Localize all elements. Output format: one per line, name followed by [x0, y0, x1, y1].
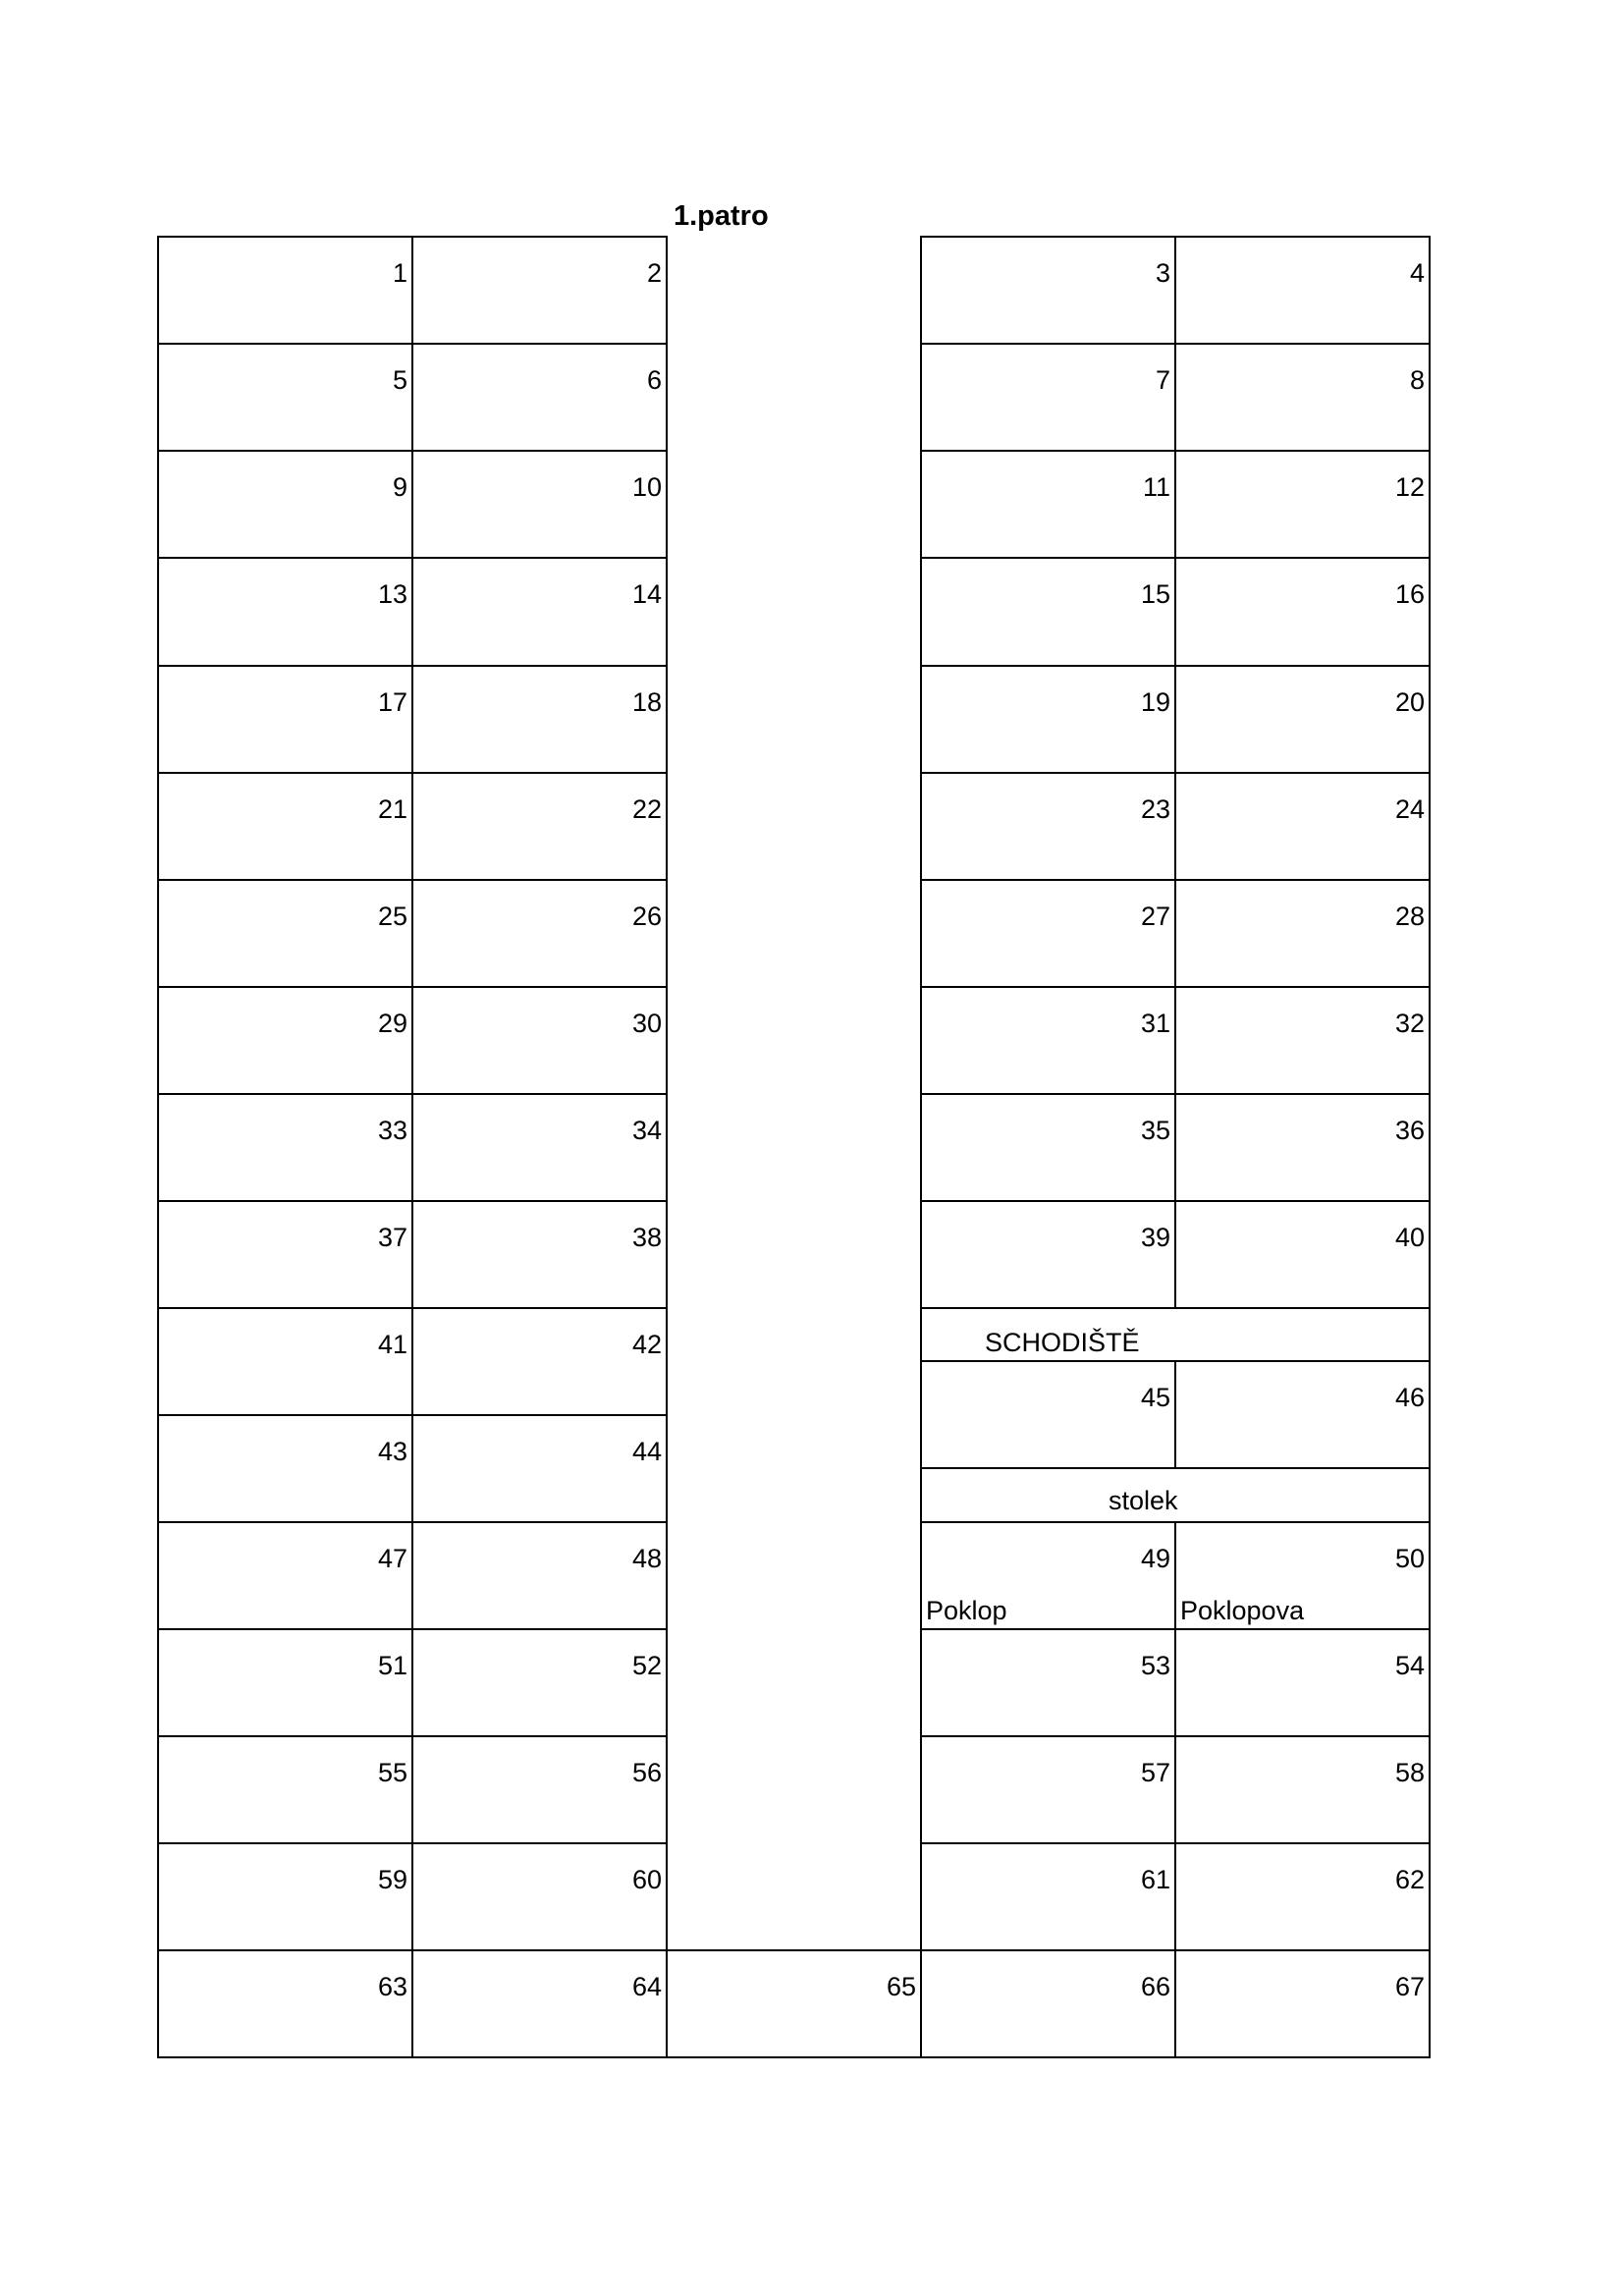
seat-18	[411, 665, 668, 774]
seat-number: 64	[631, 1972, 662, 2001]
seat-55	[157, 1735, 413, 1844]
seat-63	[157, 1949, 413, 2058]
seat-16	[1174, 557, 1431, 667]
seat-24	[1174, 772, 1431, 881]
seat-21	[157, 772, 413, 881]
seat-number: 47	[377, 1544, 407, 1573]
seat-number: 8	[1409, 365, 1425, 395]
seat-number: 5	[392, 365, 407, 395]
seat-17	[157, 665, 413, 774]
seat-number: 34	[631, 1116, 662, 1145]
seat-occupant-name: Poklopova	[1180, 1596, 1305, 1625]
seat-number: 19	[1140, 687, 1170, 717]
seat-number: 11	[1142, 472, 1170, 502]
seat-19	[920, 665, 1176, 774]
seat-12	[1174, 450, 1431, 559]
seat-number: 40	[1394, 1223, 1425, 1252]
seat-51	[157, 1628, 413, 1737]
seat-20	[1174, 665, 1431, 774]
seat-26	[411, 879, 668, 988]
seat-25	[157, 879, 413, 988]
seat-number: 48	[631, 1544, 662, 1573]
seat-number: 45	[1140, 1383, 1170, 1412]
seat-43	[157, 1414, 413, 1523]
seat-30	[411, 986, 668, 1095]
seat-57	[920, 1735, 1176, 1844]
seat-number: 38	[631, 1223, 662, 1252]
seat-number: 25	[377, 902, 407, 931]
seat-number: 56	[631, 1758, 662, 1787]
seat-number: 44	[631, 1437, 662, 1466]
seat-number: 46	[1394, 1383, 1425, 1412]
seat-number: 60	[631, 1865, 662, 1894]
seat-number: 49	[1140, 1544, 1170, 1573]
seat-number: 10	[631, 472, 662, 502]
seat-number: 66	[1140, 1972, 1170, 2001]
seat-38	[411, 1200, 668, 1309]
seat-number: 30	[631, 1009, 662, 1038]
seat-number: 67	[1394, 1972, 1425, 2001]
seat-number: 23	[1140, 794, 1170, 824]
seat-11	[920, 450, 1176, 559]
seat-number: 52	[631, 1651, 662, 1680]
seat-1	[157, 236, 413, 345]
seat-number: 61	[1140, 1865, 1170, 1894]
seat-23	[920, 772, 1176, 881]
seat-37	[157, 1200, 413, 1309]
seat-53	[920, 1628, 1176, 1737]
seat-28	[1174, 879, 1431, 988]
seat-number: 21	[377, 794, 407, 824]
seat-48	[411, 1521, 668, 1630]
stairs-label: SCHODIŠTĚ	[985, 1328, 1140, 1357]
seat-7	[920, 343, 1176, 452]
seat-45	[920, 1360, 1176, 1469]
seat-49	[920, 1521, 1176, 1630]
seat-number: 12	[1394, 472, 1425, 502]
seat-number: 20	[1394, 687, 1425, 717]
seat-13	[157, 557, 413, 667]
seat-54	[1174, 1628, 1431, 1737]
seat-number: 6	[646, 365, 662, 395]
seat-number: 54	[1394, 1651, 1425, 1680]
seat-number: 2	[646, 258, 662, 288]
seat-22	[411, 772, 668, 881]
seat-number: 36	[1394, 1116, 1425, 1145]
table-label: stolek	[1109, 1486, 1178, 1515]
seat-39	[920, 1200, 1176, 1309]
seat-number: 9	[392, 472, 407, 502]
seat-number: 16	[1394, 579, 1425, 609]
seat-number: 39	[1140, 1223, 1170, 1252]
seat-number: 65	[886, 1972, 916, 2001]
seat-number: 59	[377, 1865, 407, 1894]
seat-number: 32	[1394, 1009, 1425, 1038]
seat-number: 29	[377, 1009, 407, 1038]
seat-32	[1174, 986, 1431, 1095]
seat-number: 28	[1394, 902, 1425, 931]
seat-number: 55	[377, 1758, 407, 1787]
seat-number: 15	[1140, 579, 1170, 609]
seat-34	[411, 1093, 668, 1202]
seat-56	[411, 1735, 668, 1844]
seat-42	[411, 1307, 668, 1416]
seat-6	[411, 343, 668, 452]
seat-35	[920, 1093, 1176, 1202]
seat-40	[1174, 1200, 1431, 1309]
seat-14	[411, 557, 668, 667]
seat-9	[157, 450, 413, 559]
seat-number: 13	[377, 579, 407, 609]
seat-5	[157, 343, 413, 452]
seat-number: 26	[631, 902, 662, 931]
page-title: 1.patro	[674, 200, 769, 232]
seat-number: 3	[1155, 258, 1170, 288]
seat-number: 53	[1140, 1651, 1170, 1680]
seat-number: 50	[1394, 1544, 1425, 1573]
seat-15	[920, 557, 1176, 667]
seat-52	[411, 1628, 668, 1737]
seat-58	[1174, 1735, 1431, 1844]
seat-number: 1	[392, 258, 407, 288]
seat-60	[411, 1842, 668, 1951]
stairs-area	[920, 1307, 1431, 1362]
seat-50	[1174, 1521, 1431, 1630]
seat-44	[411, 1414, 668, 1523]
seat-59	[157, 1842, 413, 1951]
seat-number: 18	[631, 687, 662, 717]
seat-67	[1174, 1949, 1431, 2058]
seat-number: 43	[377, 1437, 407, 1466]
seat-62	[1174, 1842, 1431, 1951]
seat-number: 62	[1394, 1865, 1425, 1894]
seat-64	[411, 1949, 668, 2058]
seat-33	[157, 1093, 413, 1202]
seat-number: 7	[1155, 365, 1170, 395]
seat-2	[411, 236, 668, 345]
seat-27	[920, 879, 1176, 988]
seat-number: 14	[631, 579, 662, 609]
seat-46	[1174, 1360, 1431, 1469]
seat-65	[666, 1949, 922, 2058]
seat-number: 41	[377, 1330, 407, 1359]
seat-8	[1174, 343, 1431, 452]
seat-number: 31	[1140, 1009, 1170, 1038]
seat-number: 27	[1140, 902, 1170, 931]
seat-number: 63	[377, 1972, 407, 2001]
seat-31	[920, 986, 1176, 1095]
seat-number: 33	[377, 1116, 407, 1145]
seat-number: 58	[1394, 1758, 1425, 1787]
seat-10	[411, 450, 668, 559]
table-area	[920, 1467, 1431, 1523]
seat-4	[1174, 236, 1431, 345]
seat-number: 42	[631, 1330, 662, 1359]
seat-47	[157, 1521, 413, 1630]
seat-number: 17	[377, 687, 407, 717]
seat-number: 24	[1394, 794, 1425, 824]
seat-3	[920, 236, 1176, 345]
seat-number: 51	[377, 1651, 407, 1680]
seat-number: 22	[631, 794, 662, 824]
seat-61	[920, 1842, 1176, 1951]
seat-number: 37	[377, 1223, 407, 1252]
seat-66	[920, 1949, 1176, 2058]
seat-36	[1174, 1093, 1431, 1202]
seat-29	[157, 986, 413, 1095]
seat-number: 57	[1140, 1758, 1170, 1787]
seat-41	[157, 1307, 413, 1416]
seat-number: 4	[1409, 258, 1425, 288]
seat-occupant-name: Poklop	[926, 1596, 1007, 1625]
seat-number: 35	[1140, 1116, 1170, 1145]
